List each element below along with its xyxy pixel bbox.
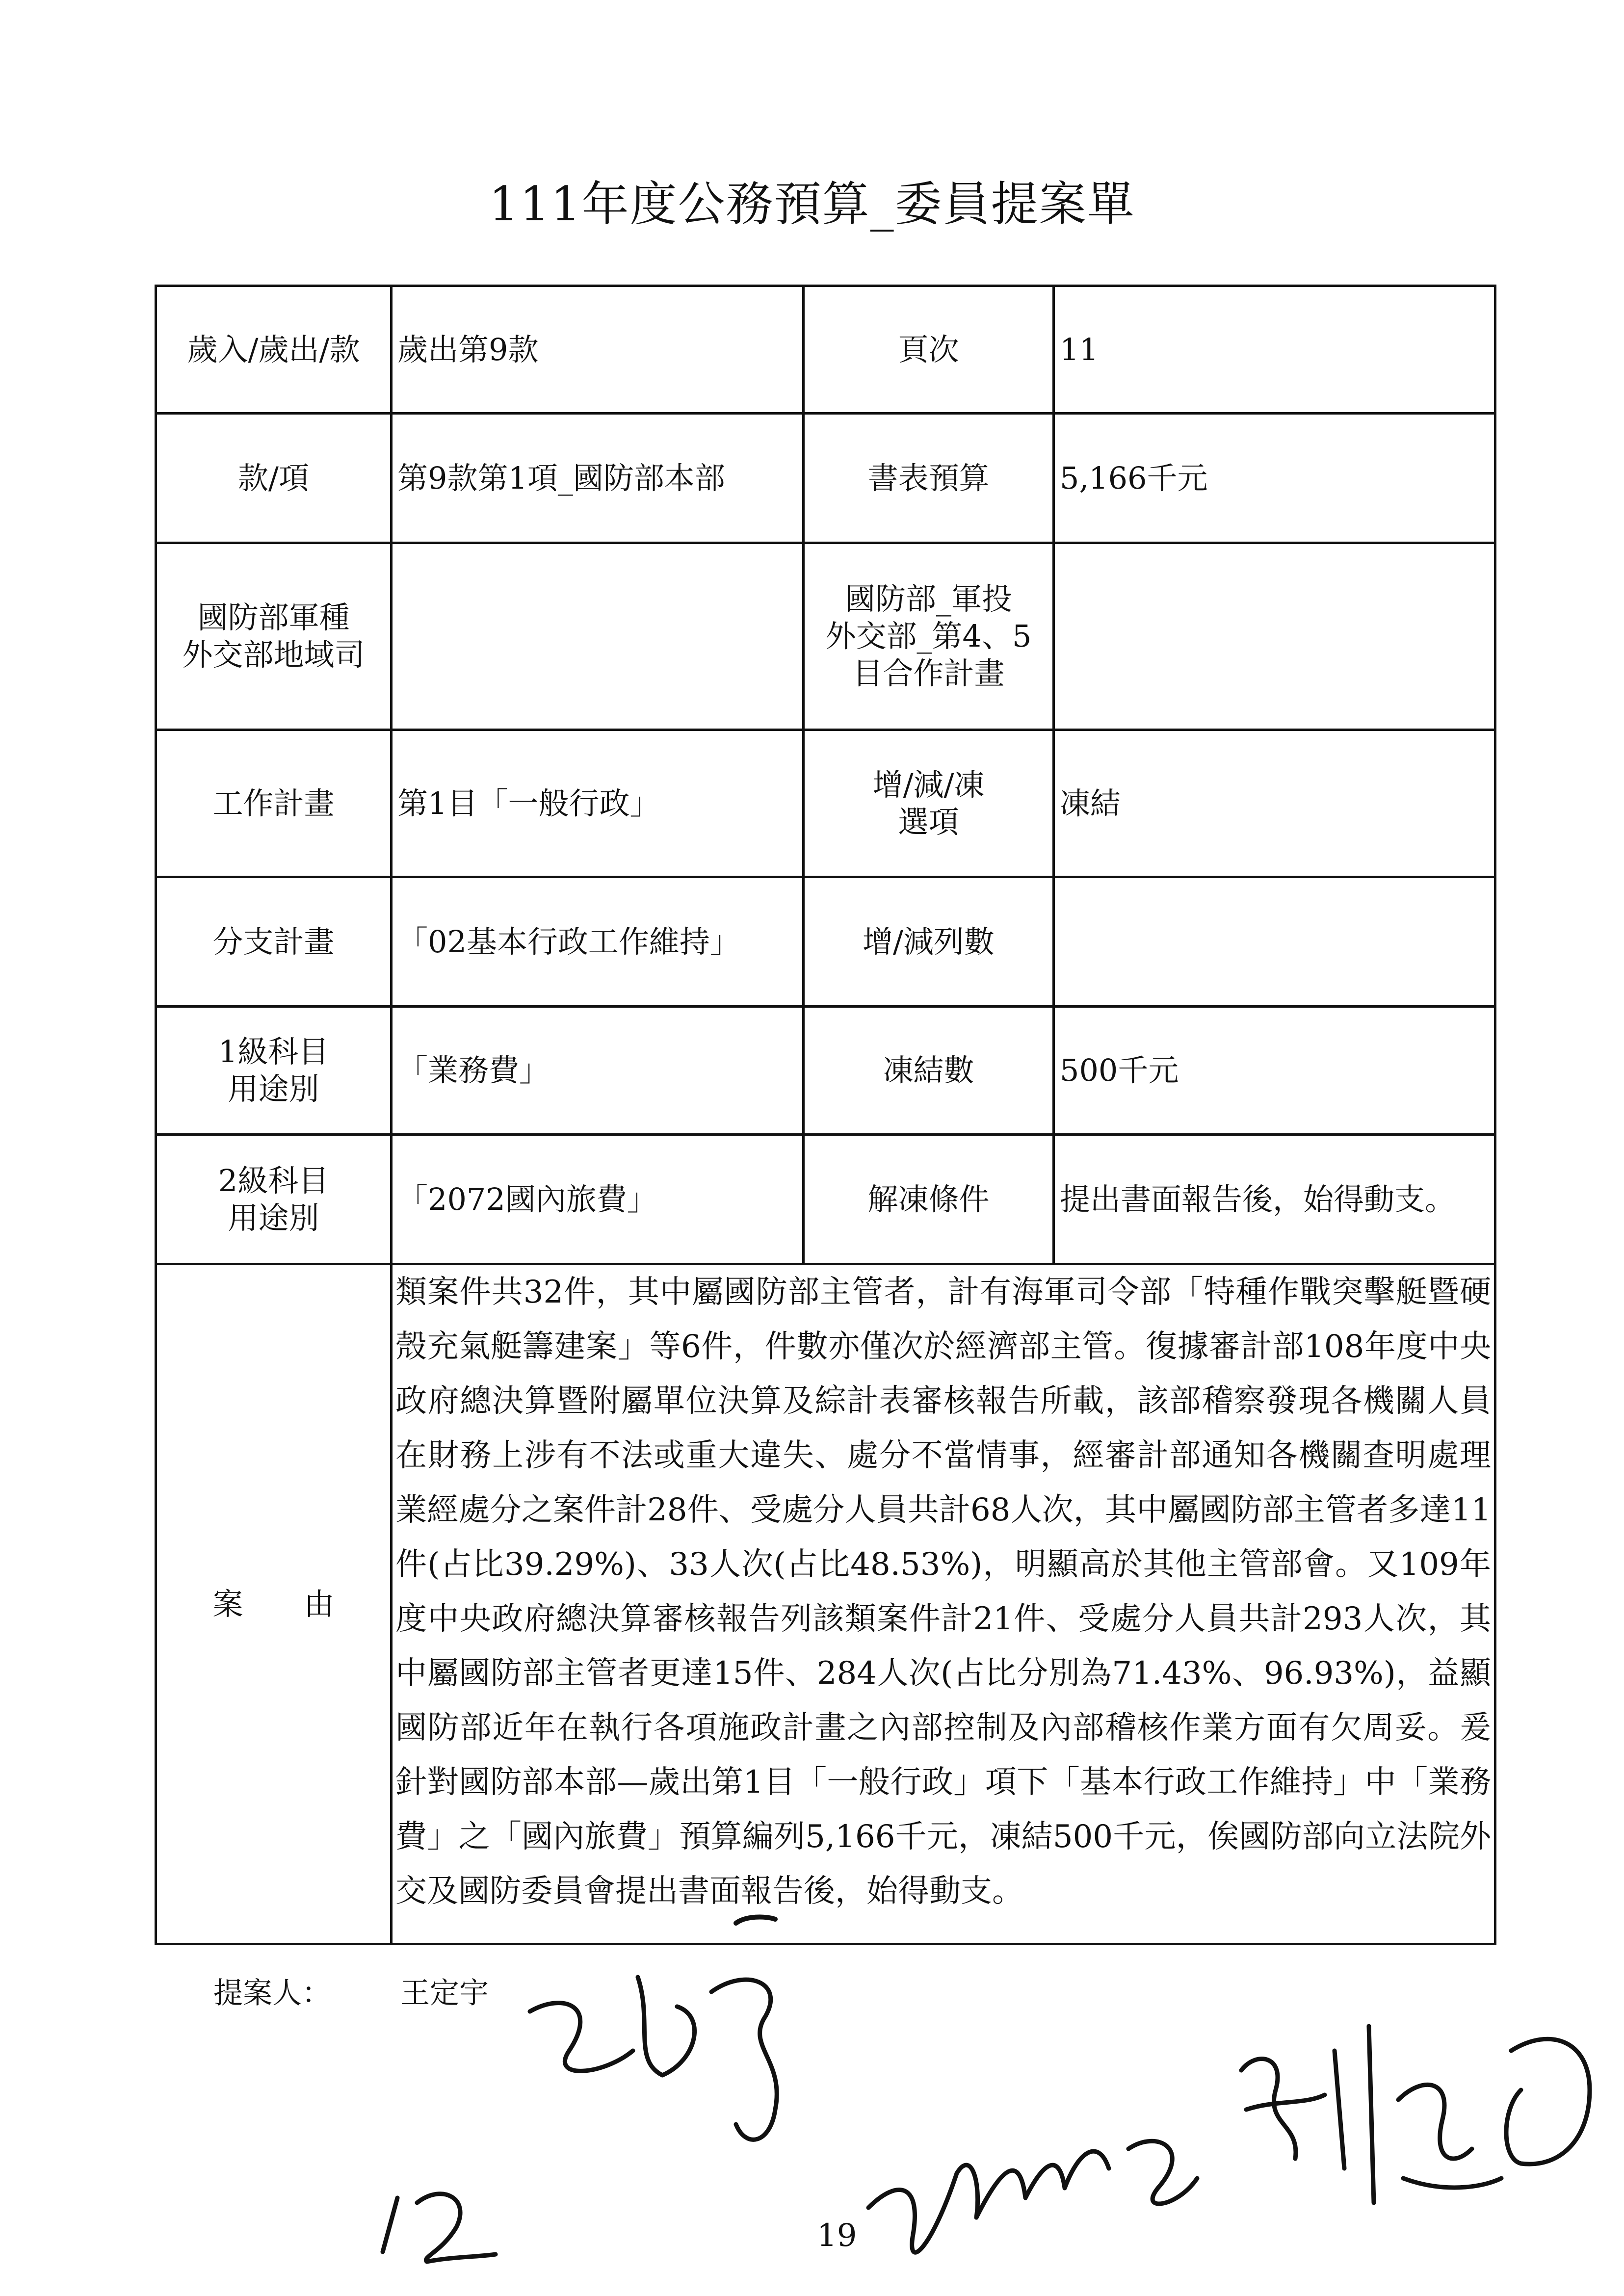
label-line: 用途別 — [228, 1200, 319, 1236]
page-number: 19 — [817, 2218, 857, 2254]
label-line: 國防部軍種 — [197, 600, 350, 635]
label-branch-plan: 分支計畫 — [156, 877, 392, 1007]
signature-1 — [530, 1977, 777, 2139]
label-unfreeze-condition: 解凍條件 — [804, 1135, 1054, 1264]
value-unfreeze-condition: 提出書面報告後，始得動支。 — [1054, 1135, 1495, 1264]
label-line: 2級科目 — [218, 1162, 329, 1199]
proposer-label: 提案人： — [213, 1976, 331, 2010]
label-budget: 書表預算 — [804, 414, 1054, 543]
label-line: 1級科目 — [218, 1034, 329, 1070]
value-option: 凍結 — [1054, 730, 1495, 877]
label-category: 歲入/歲出/款 — [156, 286, 392, 414]
value-item: 第9款第1項_國防部本部 — [392, 414, 804, 543]
label-line: 選項 — [898, 804, 959, 840]
value-page: 11 — [1054, 286, 1495, 414]
handwritten-number-12 — [383, 2194, 496, 2262]
value-frozen-amount: 500千元 — [1054, 1007, 1495, 1135]
label-line: 用途別 — [228, 1071, 319, 1107]
label-line: 國防部_軍投 — [844, 581, 1012, 617]
value-level1-subject: 「業務費」 — [392, 1007, 804, 1135]
stroke-mark — [736, 1917, 775, 1923]
label-reason: 案 由 — [156, 1264, 392, 1944]
label-change-amount: 增/減列數 — [804, 877, 1054, 1007]
proposer-name: 王定宇 — [400, 1976, 489, 2010]
label-line: 增/減/凍 — [872, 766, 985, 803]
label-line: 外交部地域司 — [182, 637, 365, 673]
value-category: 歲出第9款 — [392, 286, 804, 414]
label-line: 外交部_第4、5 — [825, 618, 1032, 654]
value-level2-subject: 「2072國內旅費」 — [392, 1135, 804, 1264]
reason-text: 類案件共32件，其中屬國防部主管者，計有海軍司令部「特種作戰突擊艇暨硬殼充氣艇籌建案」等6件，件數亦僅次於經濟部主管。復據審計部108年度中央政府總決算暨附屬單位決算及綜計表審核報告所載，該部稽察發現各機關人員在財務上涉有不法或重大違失、處分不當情事，經審計部通知各機關查明處理業經處分之案件計28件、受處分人員共計68人次，其中屬國防部主管者多達11件(占比39.29%)、33人次(占比48.53%)，明顯高於其他主管部會。又109年度中央政府總決算審核報告列該類案件計21件、受處分人員共計293人次，其中屬國防部主管者更達15件、284人次(占比分別為71.43%、96.93%)，益顯國防部近年在執行各項施政計畫之內部控制及內部稽核作業方面有欠周妥。爰針對國防部本部—歲出第1目「一般行政」項下「基本行政工作維持」中「業務費」之「國內旅費」預算編列5,166千元，凍結500千元，俟國防部向立法院外交及國防委員會提出書面報告後，始得動支。 — [392, 1264, 1495, 1944]
value-budget: 5,166千元 — [1054, 414, 1495, 543]
label-page: 頁次 — [804, 286, 1054, 414]
value-branch-plan: 「02基本行政工作維持」 — [392, 877, 804, 1007]
label-item: 款/項 — [156, 414, 392, 543]
value-work-plan: 第1目「一般行政」 — [392, 730, 804, 877]
signature-3 — [1241, 2026, 1590, 2203]
page-title: 111年度公務預算_委員提案單 — [489, 177, 1135, 232]
label-frozen-amount: 凍結數 — [804, 1007, 1054, 1135]
label-line: 目合作計畫 — [852, 655, 1005, 691]
label-work-plan: 工作計畫 — [156, 730, 392, 877]
signature-2 — [868, 2141, 1197, 2252]
